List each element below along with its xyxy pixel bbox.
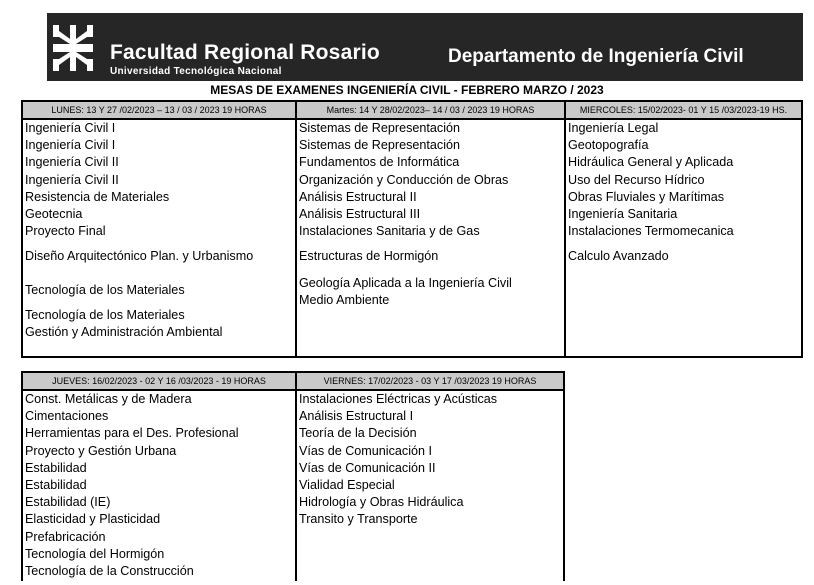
subject-list	[23, 391, 295, 580]
list-item: Estabilidad	[25, 460, 87, 475]
subject-list	[297, 120, 564, 309]
list-item: Instalaciones Termomecanica	[568, 224, 734, 239]
list-item: Ingeniería Civil I	[25, 138, 116, 153]
list-item: Ingeniería Civil I	[25, 121, 116, 135]
list-item: Análisis Estructural III	[299, 207, 421, 222]
day-column-miercoles	[564, 102, 801, 356]
list-item: Calculo Avanzado	[568, 249, 669, 264]
list-item: Análisis Estructural II	[299, 189, 417, 204]
list-item: Geotecnia	[25, 207, 83, 222]
list-item: Ingeniería Sanitaria	[568, 207, 678, 222]
list-item: Vías de Comunicación II	[299, 460, 436, 475]
list-item: Fundamentos de Informática	[299, 155, 460, 170]
list-item: Ingeniería Civil II	[25, 172, 119, 187]
day-column-martes	[295, 102, 564, 356]
list-item: Vías de Comunicación I	[299, 443, 433, 458]
day-heading: MIERCOLES: 15/02/2023- 01 Y 15 /03/2023-19 HS.	[566, 102, 801, 120]
list-item: Ingeniería Legal	[568, 121, 659, 135]
list-item: Hidrología y Obras Hidráulica	[299, 495, 464, 510]
list-item: Proyecto Final	[25, 224, 106, 239]
day-heading: VIERNES: 17/02/2023 - 03 Y 17 /03/2023 19 HORAS	[297, 373, 563, 391]
list-item: Transito y Transporte	[299, 512, 418, 527]
list-item: Sistemas de Representación	[299, 121, 461, 135]
subject-list	[23, 120, 295, 341]
day-column-viernes	[295, 373, 563, 581]
list-item: Const. Metálicas y de Madera	[25, 392, 192, 406]
list-item: Proyecto y Gestión Urbana	[25, 443, 177, 458]
list-item: Resistencia de Materiales	[25, 189, 170, 204]
list-item: Cimentaciones	[25, 409, 109, 424]
list-item: Teoría de la Decisión	[299, 426, 417, 441]
list-item: Hidráulica General y Aplicada	[568, 155, 734, 170]
list-item: Instalaciones Sanitaria y de Gas	[299, 224, 480, 239]
list-item: Diseño Arquitectónico Plan. y Urbanismo	[25, 249, 254, 264]
list-item: Tecnología de la Construcción	[25, 564, 194, 579]
university-name: Universidad Tecnológica Nacional	[110, 66, 282, 77]
list-item: Estructuras de Hormigón	[299, 249, 439, 264]
list-item: Tecnología de los Materiales	[25, 282, 185, 297]
list-item: Estabilidad	[25, 478, 87, 493]
list-item: Prefabricación	[25, 529, 106, 544]
list-item: Estabilidad (IE)	[25, 495, 111, 510]
schedule-table-top	[21, 100, 803, 358]
list-item: Obras Fluviales y Marítimas	[568, 189, 725, 204]
day-column-lunes	[23, 102, 295, 356]
department-name: Departamento de Ingeniería Civil	[448, 46, 744, 67]
list-item: Herramientas para el Des. Profesional	[25, 426, 239, 441]
day-heading: JUEVES: 16/02/2023 - 02 Y 16 /03/2023 - 19 HORAS	[23, 373, 295, 391]
faculty-name: Facultad Regional Rosario	[110, 41, 380, 64]
day-column-jueves	[23, 373, 295, 581]
list-item: Organización y Conducción de Obras	[299, 172, 509, 187]
schedule-table-bottom	[21, 371, 565, 581]
subject-list	[566, 120, 801, 266]
subject-list	[297, 391, 563, 529]
list-item: Análisis Estructural I	[299, 409, 414, 424]
utn-logo	[53, 25, 93, 71]
list-item: Vialidad Especial	[299, 478, 395, 493]
list-item: Elasticidad y Plasticidad	[25, 512, 161, 527]
list-item: Medio Ambiente	[299, 292, 390, 307]
day-heading: Martes: 14 Y 28/02/2023– 14 / 03 / 2023 19 HORAS	[297, 102, 564, 120]
list-item: Gestión y Administración Ambiental	[25, 325, 223, 340]
list-item: Uso del Recurso Hídrico	[568, 172, 705, 187]
list-item: Tecnología del Hormigón	[25, 546, 165, 561]
list-item: Tecnología de los Materiales	[25, 307, 185, 322]
day-heading: LUNES: 13 Y 27 /02/2023 – 13 / 03 / 2023 19 HORAS	[23, 102, 295, 120]
list-item: Ingeniería Civil II	[25, 155, 119, 170]
list-item: Geotopografía	[568, 138, 649, 153]
page-title: MESAS DE EXAMENES INGENIERÍA CIVIL - FEBRERO MARZO / 2023	[210, 83, 604, 97]
list-item: Geología Aplicada a la Ingeniería Civil	[299, 275, 512, 290]
list-item: Sistemas de Representación	[299, 138, 461, 153]
list-item: Instalaciones Eléctricas y Acústicas	[299, 392, 498, 406]
header-banner	[47, 13, 803, 81]
